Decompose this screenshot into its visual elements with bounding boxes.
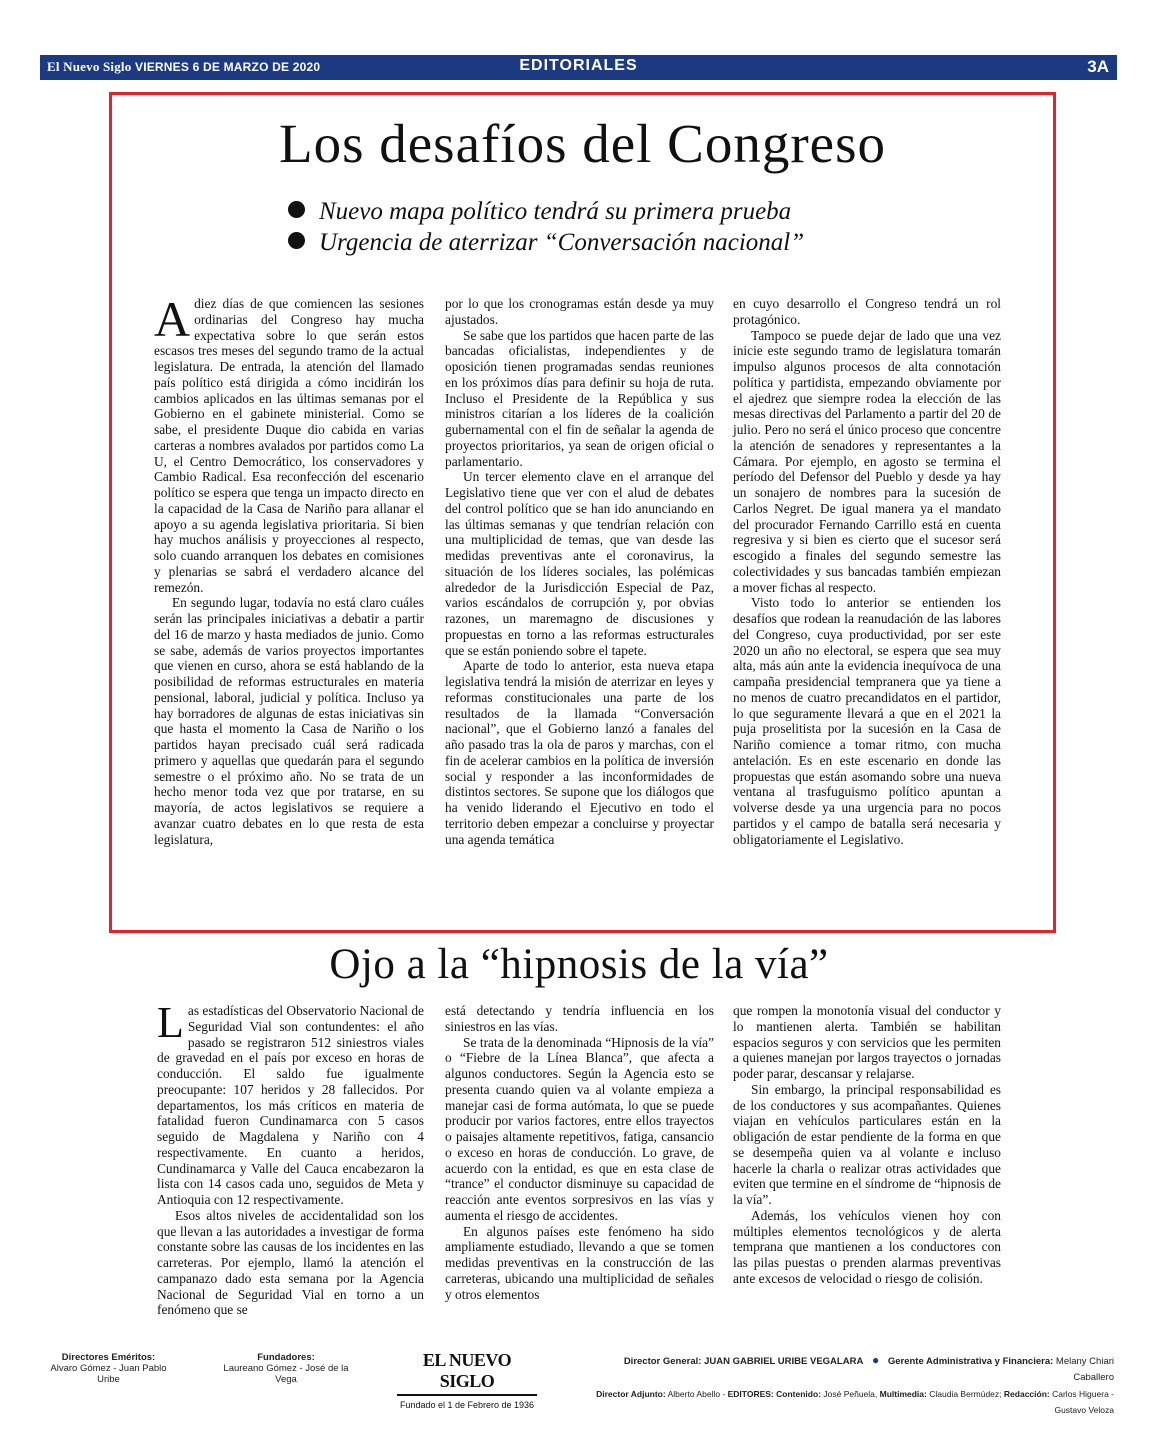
paragraph: por lo que los cronogramas están desde ya muy ajustados. (445, 296, 714, 327)
editorial-1-subtitles (288, 196, 804, 258)
subtitle-2: Urgencia de aterrizar “Conversación nacional” (288, 227, 804, 258)
page-header-band (40, 55, 1117, 80)
editorial-1-column-2 (445, 296, 714, 847)
logo-wordmark: EL NUEVO SIGLO (397, 1350, 537, 1396)
paragraph: en cuyo desarrollo el Congreso tendrá un rol protagónico. (733, 296, 1001, 327)
bullet-icon (288, 232, 305, 249)
paragraph: que rompen la monotonía visual del conductor y lo mantienen alerta. También se habilitan espacios seguros y con servicios que les permiten a quienes manejan por largos trayectos o jornadas poder parar, descansar y relajarse. (733, 1003, 1001, 1081)
editorial-1-column-1 (154, 291, 424, 847)
header-brand: El Nuevo Siglo (47, 59, 132, 74)
paragraph: Las estadísticas del Observatorio Nacional de Seguridad Vial son contundentes: el año pasado se registraron 512 siniestros viales de gravedad en el país por exceso en horas de conducción. El saldo fue igualmente preocupante: 107 heridos y 28 fallecidos. Por departamentos, los más críticos en materia de fatalidad fueron Cundinamarca con 5 casos seguido de Magdalena y Nariño con 4 respectivamente. En cuanto a heridos, Cundinamarca y Valle del Cauca encabezaron la lista con 14 casos cada uno, seguidos de Meta y Antioquia con 12 respectivamente. (157, 998, 425, 1207)
founded-date: Fundado el 1 de Febrero de 1936 (399, 1400, 535, 1410)
bullet-icon (288, 201, 305, 218)
page-number: 3A (1087, 57, 1109, 76)
paragraph: En algunos países este fenómeno ha sido ampliamente estudiado, llevando a que se tomen medidas preventivas en la construcción de las carreteras, ubicando una multiplicidad de señales y otros elementos (445, 1223, 714, 1302)
editorial-2-column-3 (733, 1003, 1001, 1287)
header-date: VIERNES 6 DE MARZO DE 2020 (134, 60, 321, 74)
paragraph: Sin embargo, la principal responsabilidad es de los conductores y sus acompañantes. Quienes viajan en vehículos particulares están en la obligación de estar pendiente de la forma en que se desempeña quien va al volante e incluso hacerle la charla o realizar otras actividades que eviten que termine en el síndrome de “hipnosis de la vía”. (733, 1081, 1001, 1207)
staff-line-2: Director Adjunto: Alberto Abello - EDITORES: Contenido: José Peñuela, Multimedia: Claudia Bermúdez; Redacción: Carlos Higuera - Gustavo Veloza (596, 1389, 1114, 1415)
footer-logo (397, 1350, 537, 1410)
drop-cap: L (157, 998, 184, 1047)
fundadores-label: Fundadores: (257, 1352, 315, 1363)
paragraph: Se trata de la denominada “Hipnosis de la vía” o “Fiebre de la Línea Blanca”, que afecta a algunos conductores. Según la Agencia esto se presenta cuando quien va al volante empieza a manejar casi de forma autómata, lo que se puede producir por varios factores, entre ellos trayectos o paisajes altamente repetitivos, fatiga, cansancio o exceso en horas de conducción. Lo grave, de acuerdo con la entidad, es que en esta clase de “trance” el conductor disminuye su capacidad de reacción ante eventos sorpresivos en las vías y aumenta el riesgo de accidentes. (445, 1034, 714, 1223)
editorial-2-column-1 (157, 998, 425, 1318)
subtitle-1: Nuevo mapa político tendrá su primera prueba (288, 196, 804, 227)
paragraph: Además, los vehículos vienen hoy con múltiples elementos tecnológicos y de alerta temprana que mantienen a los conductores con las pilas puestas o prenden alarmas preventivas ante excesos de velocidad o riesgo de colisión. (733, 1207, 1001, 1286)
paragraph: Aparte de todo lo anterior, esta nueva etapa legislativa tendrá la misión de aterrizar en leyes y reformas constitucionales una parte de los resultados de la llamada “Conversación nacional”, que el Gobierno lanzó a fanales del año pasado tras la ola de paros y marchas, con el fin de acelerar cambios en la política de inversión social y responder a las inconformidades de distintos sectores. Se supone que los diálogos que ha venido liderando el Ejecutivo en todo el territorio deben empezar a concluirse y proyectar una agenda temática (445, 658, 714, 847)
editorial-2-column-2 (445, 1003, 714, 1302)
section-title: EDITORIALES (519, 57, 638, 74)
emeritos-names: Alvaro Gómez - Juan Pablo Uribe (50, 1363, 167, 1385)
footer-fundadores (222, 1352, 350, 1385)
gerente-name: Melany Chiari Caballero (1055, 1356, 1114, 1383)
footer-staff (594, 1352, 1114, 1418)
paragraph: Visto todo lo anterior se entienden los desafíos que rodean la reanudación de las labores del Congreso, cuya productividad, por ser este 2020 un año no electoral, se espera que sea muy alta, más aún ante la evidencia inequívoca de una campaña presidencial tempranera que ya tiene a no menos de cuatro precandidatos en el partidor, lo que seguramente llevará a que en el 2021 la puja proselitista por la sucesión en la Casa de Nariño comience a tomar ritmo, con mucha antelación. Es en este escenario en donde las propuestas que están asomando sobre una nueva ventana al trasfuguismo político apuntan a volverse desde ya una urgencia para no pocos partidos y el campo de batalla será necesaria y obligatoriamente el Legislativo. (733, 595, 1001, 847)
staff-line-1: Director General: JUAN GABRIEL URIBE VEGALARA ● Gerente Administrativa y Financiera: Melany Chiari Caballero (623, 1353, 1114, 1383)
paragraph: está detectando y tendría influencia en los siniestros en las vías. (445, 1003, 714, 1034)
editorial-1-column-3 (733, 296, 1001, 847)
drop-cap: A (154, 291, 191, 347)
paragraph: Un tercer elemento clave en el arranque del Legislativo tiene que ver con el alud de debates del control político que se han ido anunciando en las últimas semanas y que tendrían relación con una multiplicidad de temas, que van desde las medidas preventivas ante el coronavirus, la situación de los líderes sociales, las polémicas alrededor de la Jurisdicción Especial de Paz, varios escándalos de corrupción y, por obvias razones, un maremagno de discusiones y propuestas en torno a las reformas estructurales que se están poniendo sobre el tapete. (445, 469, 714, 658)
paragraph: Adiez días de que comiencen las sesiones ordinarias del Congreso hay mucha expectativa sobre lo que serán estos escasos tres meses del segundo tramo de la actual legislatura. De entrada, la atención del llamado país político está dirigida a cómo incidirán los cambios aplicados en las últimas semanas por el Gobierno en el gabinete ministerial. Como se sabe, el presidente Duque dio cabida en varias carteras a nombres avalados por partidos como La U, el Centro Democrático, los conservadores y Cambio Radical. Esa reconfección del escenario político se espera que tenga un impacto directo en la capacidad de la Casa de Nariño para allanar el apoyo a su agenda legislativa prioritaria. Si bien hay muchos análisis y proyecciones al respecto, solo cuando arranquen los debates en comisiones y plenarias se sabrá el verdadero alcance del remezón. (154, 291, 424, 595)
footer-emeritos (46, 1352, 171, 1385)
paragraph: Esos altos niveles de accidentalidad son los que llevan a las autoridades a investigar de forma constante sobre las causas de los incidentes en las carreteras. Por ejemplo, llamó la atención el campanazo dado esta semana por la Agencia Nacional de Seguridad Vial en torno a un fenómeno que se (157, 1207, 424, 1318)
paragraph: Tampoco se puede dejar de lado que una vez inicie este segundo tramo de legislatura tomarán impulso algunos procesos de alta connotación política y partidista, empezando obviamente por el ajedrez que siempre rodea la elección de las mesas directivas del Parlamento a partir del 20 de julio. Pero no será el único proceso que concentre la atención de senadores y representantes a la Cámara. Por ejemplo, en agosto se termina el período del Defensor del Pueblo y desde ya hay un sonajero de nombres para la sucesión de Carlos Negret. De igual manera ya el mandato del procurador Fernando Carrillo está en cuenta regresiva y si bien es cierto que el sucesor será escogido a finales del segundo semestre las colectividades y sus bancadas también empiezan a mover fichas al respecto. (733, 327, 1001, 595)
paragraph: En segundo lugar, todavía no está claro cuáles serán las principales iniciativas a debatir a partir del 16 de marzo y hasta mediados de junio. Como se sabe, además de varios proyectos importantes que vienen en curso, ahora se está hablando de la posibilidad de reformas estructurales en materia pensional, laboral, judicial y política. Incluso ya hay borradores de algunas de estas iniciativas sin que hasta el momento la Casa de Nariño o los partidos hayan precisado cuál será radicada primero y aquellas que quedarán para el segundo semestre o el próximo año. No se trata de un hecho menor toda vez que por tratarse, en su mayoría, de actos legislativos se requiere a avanzar cuatro debates en lo que resta de esta legislatura, (154, 595, 424, 847)
director-name: JUAN GABRIEL URIBE VEGALARA (704, 1356, 864, 1367)
separator-dot-icon: ● (871, 1353, 880, 1367)
emeritos-label: Directores Eméritos: (61, 1352, 156, 1363)
editorial-1-title: Los desafíos del Congreso (279, 113, 886, 174)
fundadores-names: Laureano Gómez - José de la Vega (223, 1363, 349, 1385)
paragraph: Se sabe que los partidos que hacen parte de las bancadas oficialistas, independientes y de oposición tienen programadas sendas reuniones en los próximos días para definir su hoja de ruta. Incluso el Presidente de la República y sus ministros citarían a los líderes de la coalición gubernamental con el fin de señalar la agenda de proyectos prioritarios, ya sean de origen oficial o parlamentario. (445, 327, 714, 469)
editorial-2-title: Ojo a la “hipnosis de la vía” (329, 941, 829, 988)
